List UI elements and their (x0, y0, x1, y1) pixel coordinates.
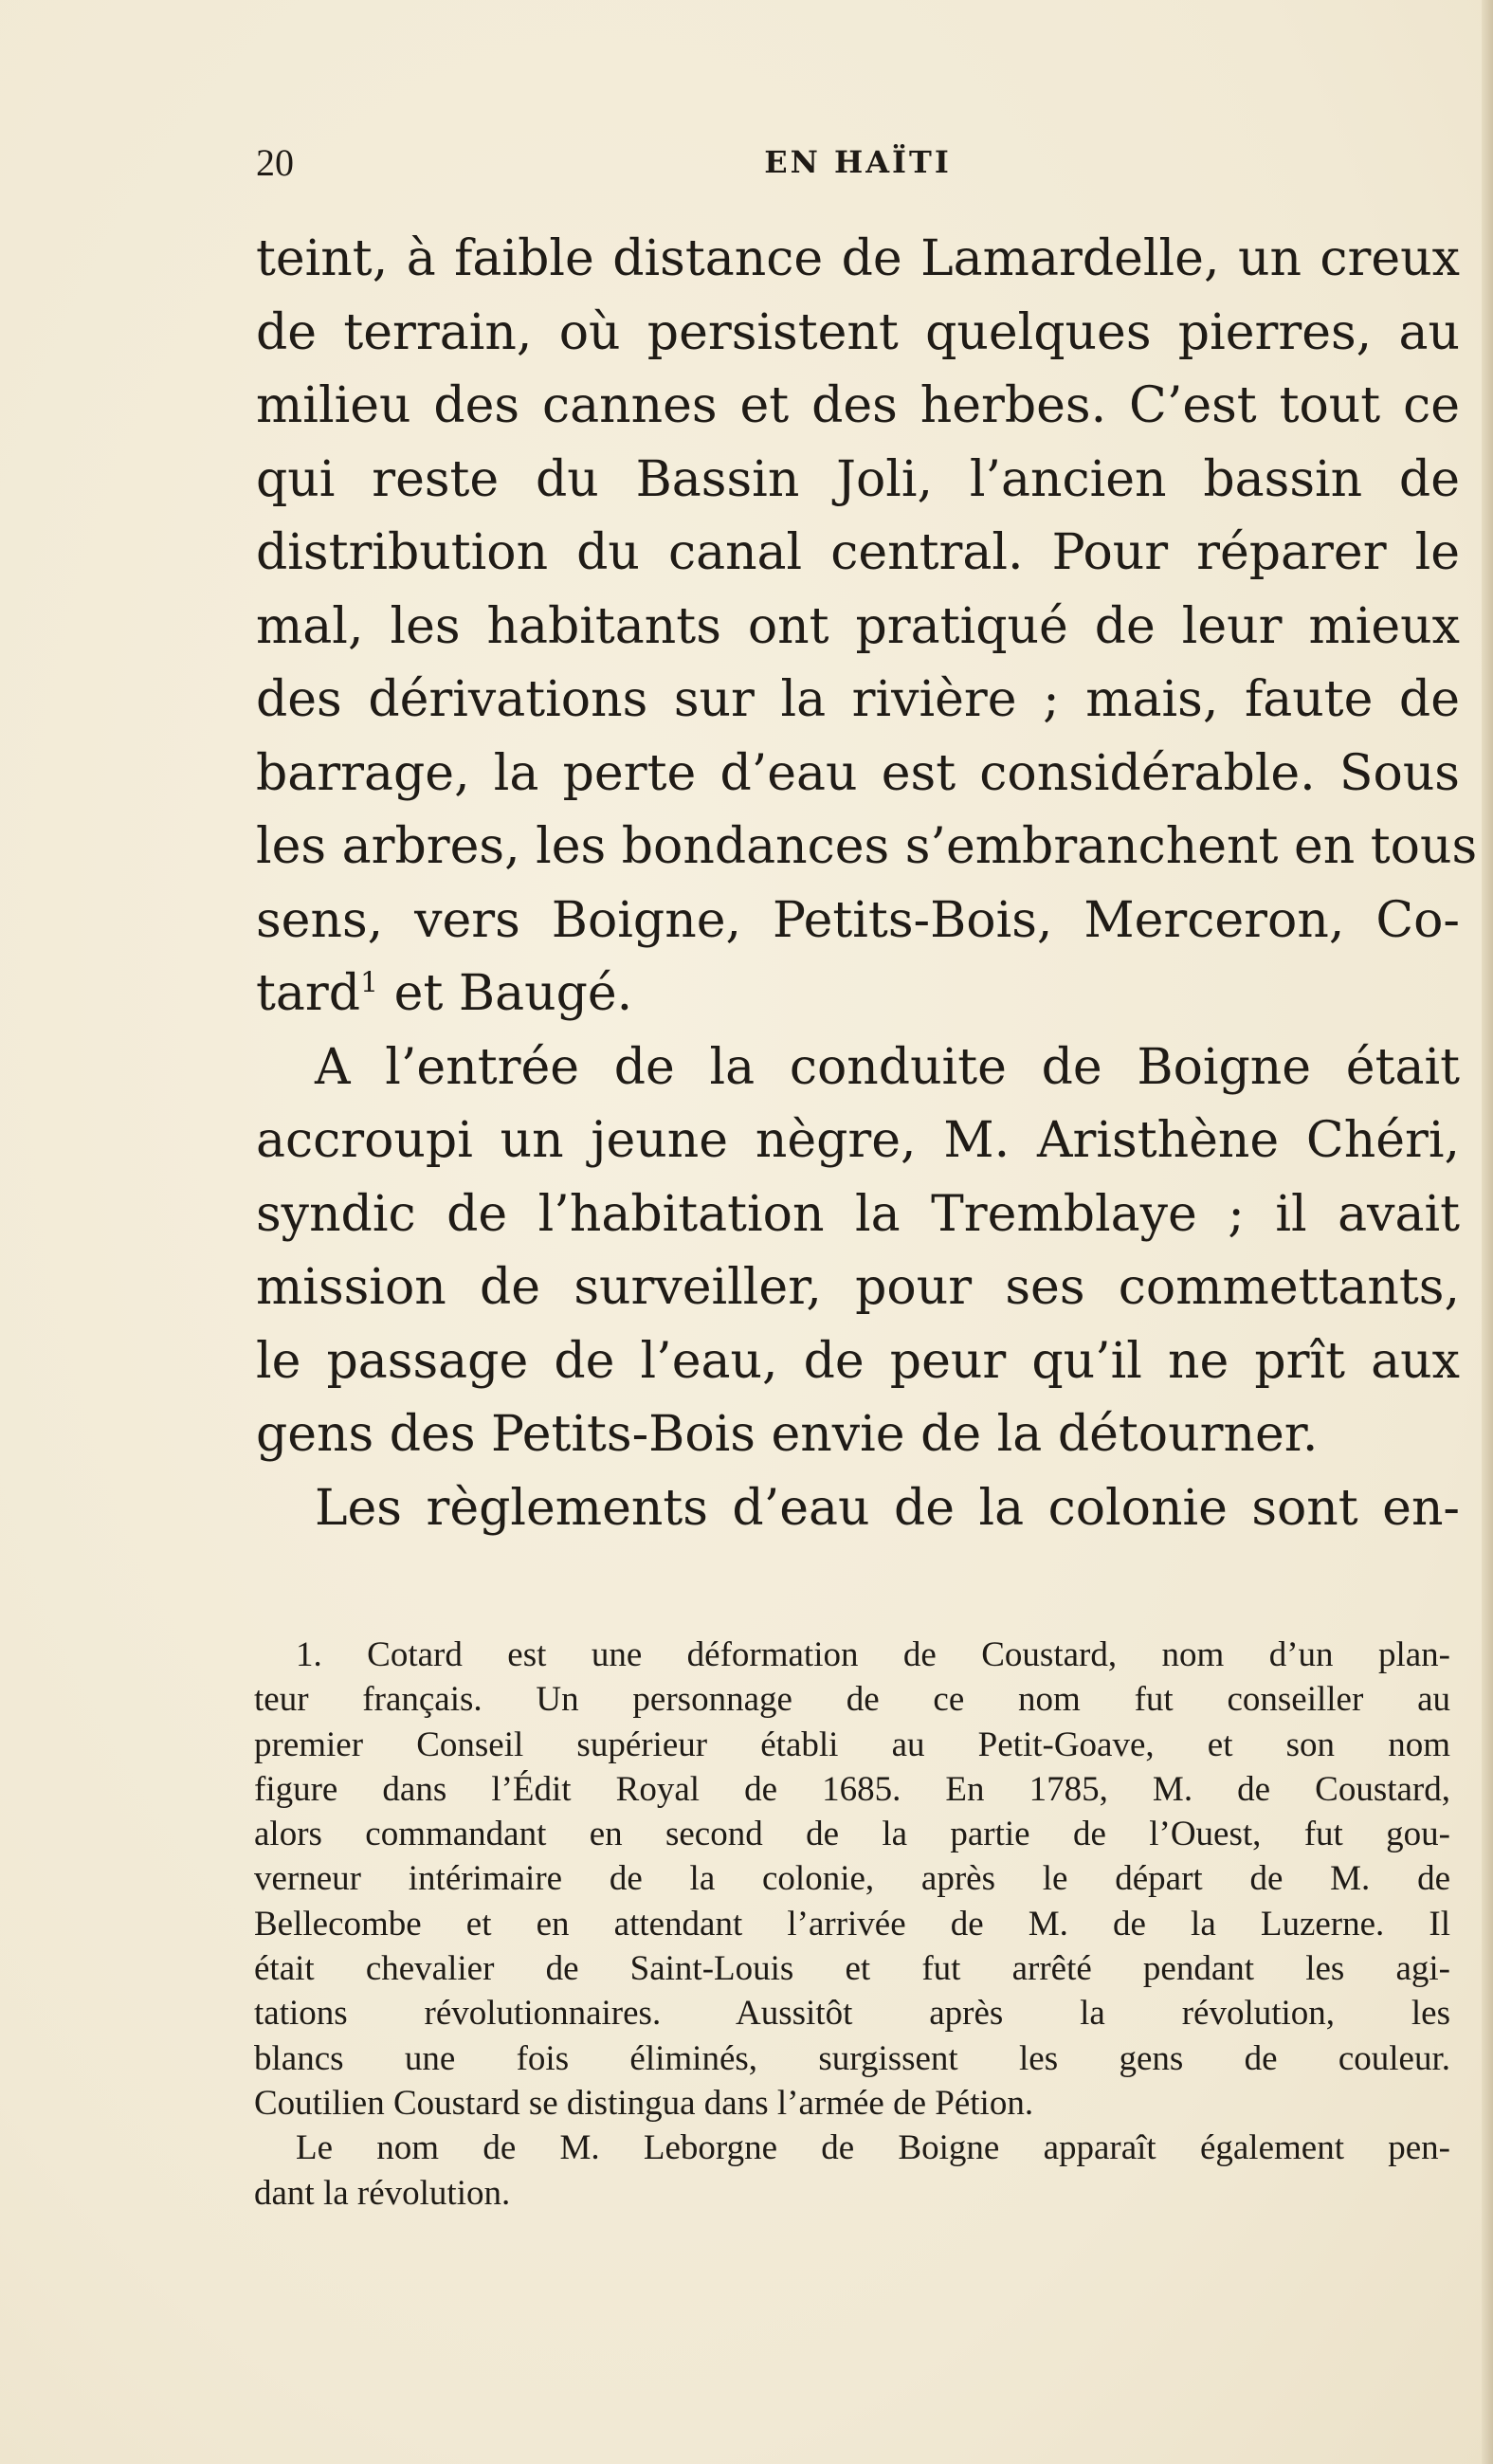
page-header (256, 140, 1460, 188)
body-line: qui reste du Bassin Joli, l’ancien bassin de (256, 450, 1460, 508)
body-line: les arbres, les bondances s’embranchent en tous (256, 818, 1478, 875)
footnote-line: était chevalier de Saint-Louis et fut arrêté pendant les agi- (254, 1949, 1450, 1989)
body-line: milieu des cannes et des herbes. C’est tout ce (256, 377, 1460, 434)
footnote-line: 1. Cotard est une déformation de Coustard, nom d’un plan- (296, 1635, 1450, 1674)
footnote-line: verneur intérimaire de la colonie, après le départ de M. de (254, 1859, 1450, 1899)
footnote-line: dant la révolution. (254, 2173, 511, 2213)
body-line-end: et Baugé. (378, 965, 633, 1022)
body-line: de terrain, où persistent quelques pierres, au (256, 303, 1460, 361)
body-line: sens, vers Boigne, Petits-Bois, Merceron, Co- (256, 891, 1460, 949)
body-line: distribution du canal central. Pour réparer le (256, 524, 1460, 581)
footnotes (254, 1633, 1450, 2216)
footnote-line: alors commandant en second de la partie de l’Ouest, fut gou- (254, 1815, 1450, 1854)
body-line: syndic de l’habitation la Tremblaye ; il avait (256, 1185, 1460, 1243)
footnote-line: Le nom de M. Leborgne de Boigne apparaît également pen- (296, 2128, 1450, 2168)
body-line: le passage de l’eau, de peur qu’il ne prît aux (256, 1332, 1460, 1390)
footnote-reference[interactable]: 1 (360, 966, 379, 1000)
body-line: accroupi un jeune nègre, M. Aristhène Chéri, (256, 1112, 1460, 1169)
body-line: mission de surveiller, pour ses commettants, (256, 1259, 1460, 1316)
running-title: EN HAÏTI (764, 144, 952, 180)
footnote-line: figure dans l’Édit Royal de 1685. En 1785, M. de Coustard, (254, 1769, 1450, 1809)
body-line: barrage, la perte d’eau est considérable. Sous (256, 744, 1460, 802)
footnote-line: Coutilien Coustard se distingua dans l’armée de Pétion. (254, 2083, 1034, 2123)
body-line-start: tard (256, 965, 361, 1022)
footnote-line: blancs une fois éliminés, surgissent les gens de couleur. (254, 2038, 1450, 2078)
footnote-line: tations révolutionnaires. Aussitôt après la révolution, les (254, 1994, 1450, 2034)
body-line: des dérivations sur la rivière ; mais, faute de (256, 671, 1460, 728)
footnote-line: premier Conseil supérieur établi au Petit-Goave, et son nom (254, 1725, 1450, 1764)
body-text (256, 223, 1478, 1545)
page-number: 20 (256, 141, 294, 184)
body-line: gens des Petits-Bois envie de la détourner. (256, 1406, 1319, 1463)
body-line-paragraph-start: Les règlements d’eau de la colonie sont en- (315, 1479, 1460, 1537)
body-line-with-footnote (256, 958, 1460, 1031)
page-edge (1482, 0, 1493, 2464)
body-line-paragraph-start: A l’entrée de la conduite de Boigne était (315, 1038, 1460, 1096)
footnote-line: Bellecombe et en attendant l’arrivée de M. de la Luzerne. Il (254, 1904, 1450, 1944)
body-line: teint, à faible distance de Lamardelle, un creux (256, 230, 1460, 287)
footnote-line: teur français. Un personnage de ce nom fut conseiller au (254, 1680, 1450, 1720)
body-line: mal, les habitants ont pratiqué de leur mieux (256, 597, 1460, 655)
